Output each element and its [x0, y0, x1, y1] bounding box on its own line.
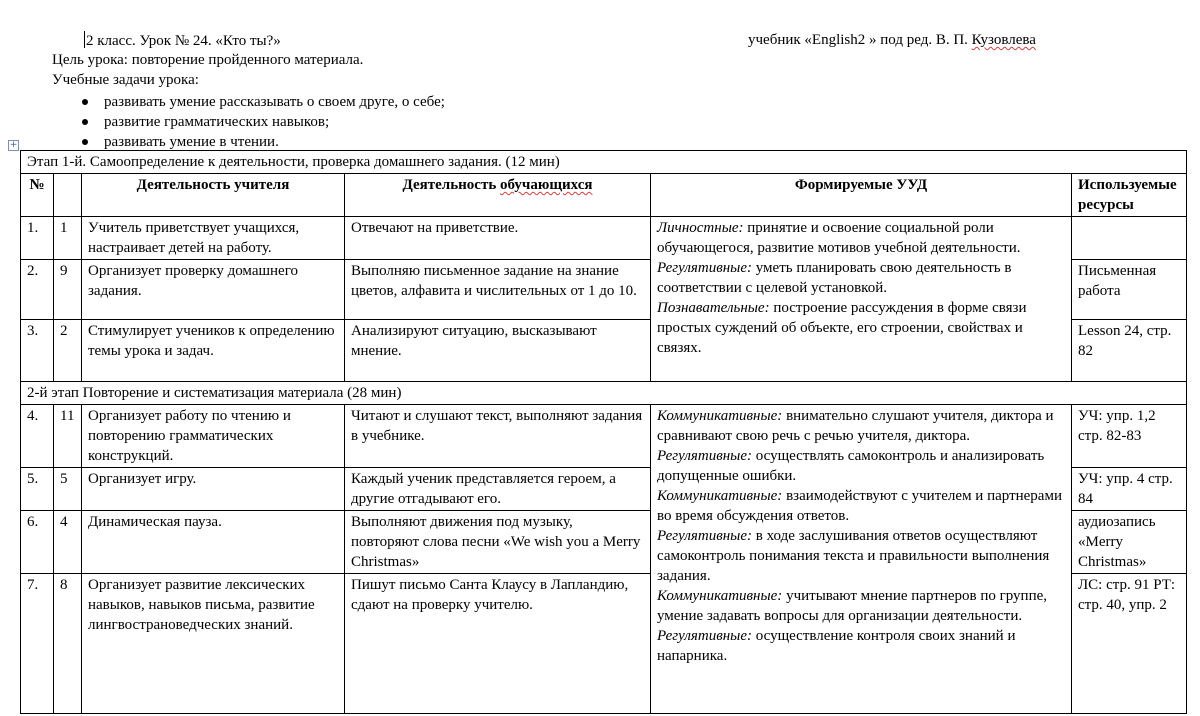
row-teacher: Стимулирует учеников к определению темы урока и задач. [82, 320, 345, 382]
col-header-resources: Используемые ресурсы [1072, 174, 1187, 217]
task-item: развитие грамматических навыков; [82, 112, 445, 132]
lesson-title [84, 31, 281, 51]
uud-label: Регулятивные: [657, 628, 752, 644]
uud-text: уметь планировать свою деятельность в соответствии с целевой установкой. [657, 260, 1012, 296]
uud-label: Познавательные: [657, 300, 770, 316]
row-teacher: Динамическая пауза. [82, 511, 345, 574]
row-time: 8 [54, 574, 82, 714]
column-header-row [21, 174, 1187, 217]
table-row [21, 405, 1187, 468]
textbook-prefix: учебник «English2 » под ред. В. П. [748, 32, 972, 48]
col-header-students-word: обучающихся [500, 177, 593, 193]
uud-item [657, 586, 1065, 626]
uud-text: осуществление контроля своих знаний и напарника. [657, 628, 1016, 664]
uud-item [657, 626, 1065, 666]
row-resources: ЛС: стр. 91 РТ: стр. 40, упр. 2 [1072, 574, 1187, 714]
col-header-time [54, 174, 82, 217]
stage2-title: 2-й этап Повторение и систематизация материала (28 мин) [21, 382, 1187, 405]
row-num: 5. [21, 468, 54, 511]
stage1-header-row [21, 151, 1187, 174]
uud-label: Коммуникативные: [657, 588, 783, 604]
row-teacher: Учитель приветствует учащихся, настраивает детей на работу. [82, 217, 345, 260]
row-students: Выполняю письменное задание на знание цветов, алфавита и числительных от 1 до 10. [345, 260, 651, 320]
text-cursor [84, 31, 85, 48]
uud-text: построение рассуждения в форме связи простых суждений об объекте, его строении, свойствах и связях. [657, 300, 1027, 356]
uud-item [657, 218, 1065, 258]
col-header-students [345, 174, 651, 217]
row-teacher: Организует работу по чтению и повторению грамматических конструкций. [82, 405, 345, 468]
uud-item [657, 486, 1065, 526]
row-resources: УЧ: упр. 1,2 стр. 82-83 [1072, 405, 1187, 468]
row-students: Анализируют ситуацию, высказывают мнение. [345, 320, 651, 382]
col-header-uud: Формируемые УУД [651, 174, 1072, 217]
lesson-goal: Цель урока: повторение пройденного материала. [52, 52, 364, 68]
row-time: 5 [54, 468, 82, 511]
uud-text: осуществлять самоконтроль и анализировать допущенные ошибки. [657, 448, 1045, 484]
uud-item [657, 258, 1065, 298]
uud-label: Личностные: [657, 220, 744, 236]
row-time: 4 [54, 511, 82, 574]
row-teacher: Организует игру. [82, 468, 345, 511]
lesson-table [20, 150, 1187, 714]
uud-item [657, 526, 1065, 586]
row-students: Читают и слушают текст, выполняют задания в учебнике. [345, 405, 651, 468]
uud-text: в ходе заслушивания ответов осуществляют самоконтроль понимания текста и правильности выполнения задания. [657, 528, 1050, 584]
row-resources: Письменная работа [1072, 260, 1187, 320]
row-students: Отвечают на приветствие. [345, 217, 651, 260]
row-students: Каждый ученик представляется героем, а другие отгадывают его. [345, 468, 651, 511]
textbook-info [748, 31, 1036, 50]
stage2-header-row [21, 382, 1187, 405]
row-num: 4. [21, 405, 54, 468]
task-item: развивать умение в чтении. [82, 132, 445, 152]
row-resources: Lesson 24, стр. 82 [1072, 320, 1187, 382]
uud-label: Коммуникативные: [657, 488, 783, 504]
uud-label: Регулятивные: [657, 260, 752, 276]
row-students: Выполняют движения под музыку, повторяют слова песни «We wish you a Merry Christmas» [345, 511, 651, 574]
row-num: 2. [21, 260, 54, 320]
row-num: 7. [21, 574, 54, 714]
row-resources [1072, 217, 1187, 260]
stage1-title: Этап 1-й. Самоопределение к деятельности, проверка домашнего задания. (12 мин) [21, 151, 1187, 174]
row-num: 6. [21, 511, 54, 574]
row-teacher: Организует развитие лексических навыков, навыков письма, развитие лингвострановедческих знаний. [82, 574, 345, 714]
table-row [21, 217, 1187, 260]
stage1-uud [651, 217, 1072, 382]
row-time: 11 [54, 405, 82, 468]
row-time: 1 [54, 217, 82, 260]
uud-text: принятие и освоение социальной роли обучающегося, развитие мотивов учебной деятельности. [657, 220, 1021, 256]
col-header-teacher: Деятельность учителя [82, 174, 345, 217]
row-resources: УЧ: упр. 4 стр. 84 [1072, 468, 1187, 511]
textbook-author: Кузовлева [971, 32, 1036, 48]
row-num: 1. [21, 217, 54, 260]
row-num: 3. [21, 320, 54, 382]
uud-label: Регулятивные: [657, 448, 752, 464]
table-move-handle-icon[interactable]: + [9, 140, 18, 150]
stage2-uud [651, 405, 1072, 714]
uud-text: внимательно слушают учителя, диктора и сравнивают свою речь с речью учителя, диктора. [657, 408, 1054, 444]
uud-label: Регулятивные: [657, 528, 752, 544]
col-header-students-prefix: Деятельность [402, 177, 500, 193]
uud-text: учитывают мнение партнеров по группе, умение задавать вопросы для организации деятельности. [657, 588, 1048, 624]
uud-label: Коммуникативные: [657, 408, 783, 424]
tasks-title: Учебные задачи урока: [52, 72, 199, 88]
row-resources: аудиозапись «Merry Christmas» [1072, 511, 1187, 574]
uud-text: взаимодействуют с учителем и партнерами во время обсуждения ответов. [657, 488, 1062, 524]
uud-item [657, 446, 1065, 486]
row-time: 9 [54, 260, 82, 320]
task-item: развивать умение рассказывать о своем друге, о себе; [82, 92, 445, 112]
uud-item [657, 298, 1065, 358]
row-teacher: Организует проверку домашнего задания. [82, 260, 345, 320]
row-students: Пишут письмо Санта Клаусу в Лапландию, сдают на проверку учителю. [345, 574, 651, 714]
tasks-list [82, 92, 445, 152]
uud-item [657, 406, 1065, 446]
lesson-title-text: 2 класс. Урок № 24. «Кто ты?» [86, 33, 281, 49]
row-time: 2 [54, 320, 82, 382]
col-header-num: № [21, 174, 54, 217]
